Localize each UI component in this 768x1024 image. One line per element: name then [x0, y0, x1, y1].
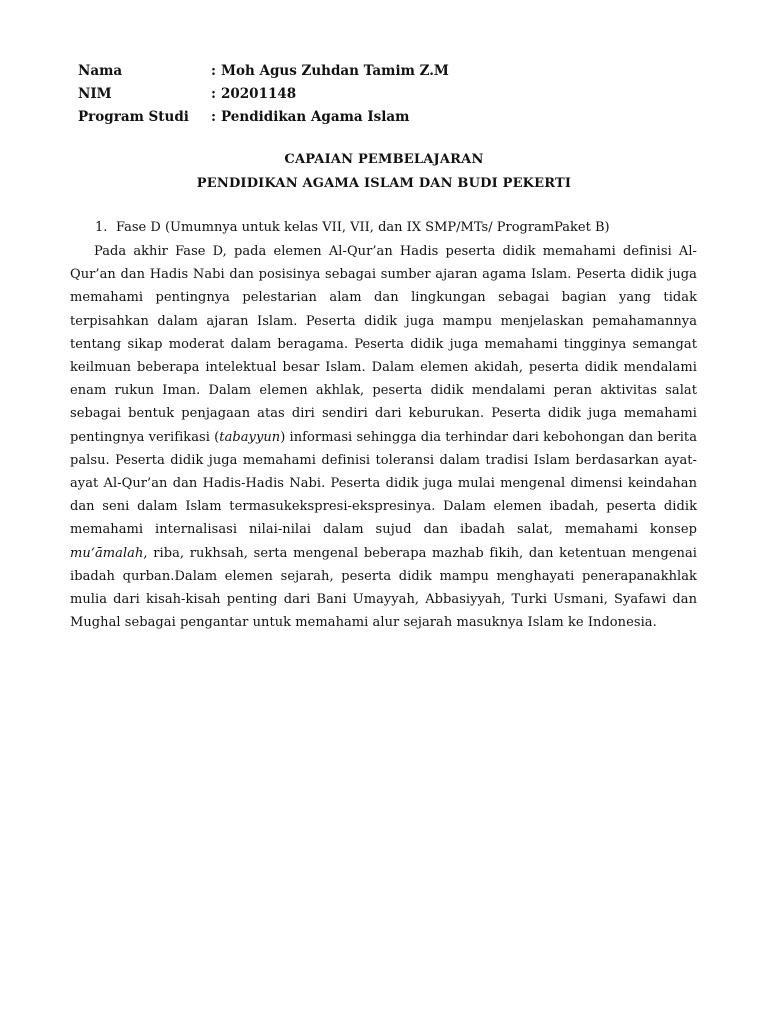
document-title: CAPAIAN PEMBELAJARAN [284, 152, 484, 167]
phase-number: 1. [95, 220, 108, 235]
identity-row-nim [78, 83, 449, 106]
phase-heading [95, 220, 610, 235]
identity-separator: : [211, 86, 216, 102]
body-text-part: Pada akhir Fase D, pada elemen Al-Qur’an Hadis peserta didik memahami definisi Al-Qur’an dan Hadis Nabi dan posisinya sebagai sumber ajaran agama Islam. Peserta didik juga memahami pentingnya pelestarian alam dan lingkungan sebagai bagian yang tidak terpisahkan dalam ajaran Islam. Peserta didik juga mampu menjelaskan pemahamannya tentang sikap moderat dalam beragama. Peserta didik juga memahami tingginya semangat keilmuan beberapa intelektual besar Islam. Dalam elemen akidah, peserta didik mendalami enam rukun Iman. Dalam elemen akhlak, peserta didik mendalami peran aktivitas salat sebagai bentuk penjagaan atas diri sendiri dari keburukan. Peserta didik juga memahami pentingnya verifikasi ( [70, 244, 697, 445]
body-paragraph [70, 240, 697, 634]
body-text-part: ) informasi sehingga dia terhindar dari kebohongan dan berita palsu. Peserta didik juga memahami definisi toleransi dalam tradisi Islam berdasarkan ayat-ayat Al-Qur’an dan Hadis-Hadis Nabi. Peserta didik juga mulai mengenal dimensi keindahan dan seni dalam Islam termasukekspresi-ekspresinya. Dalam elemen ibadah, peserta didik memahami internalisasi nilai-nilai dalam sujud dan ibadah salat, memahami konsep [70, 429, 697, 538]
identity-separator: : [211, 109, 216, 125]
identity-value: Moh Agus Zuhdan Tamim Z.M [221, 63, 449, 79]
identity-block [78, 60, 449, 129]
phase-title: Fase D (Umumnya untuk kelas VII, VII, dan IX SMP/MTs/ ProgramPaket B) [116, 220, 610, 235]
identity-value: Pendidikan Agama Islam [221, 109, 410, 125]
identity-label: Nama [78, 63, 123, 79]
identity-separator: : [211, 63, 216, 79]
identity-row-name [78, 60, 449, 83]
italic-term: mu‘āmalah [70, 545, 144, 561]
body-text-part: , riba, rukhsah, serta mengenal beberapa mazhab fikih, dan ketentuan mengenai ibadah qurban.Dalam elemen sejarah, peserta didik mampu menghayati penerapanakhlak mulia dari kisah-kisah penting dari Bani Umayyah, Abbasiyyah, Turki Usmani, Syafawi dan Mughal sebagai pengantar untuk memahami alur sejarah masuknya Islam ke Indonesia. [70, 545, 697, 631]
identity-label: Program Studi [78, 109, 189, 125]
italic-term: tabayyun [219, 429, 281, 445]
document-subtitle: PENDIDIKAN AGAMA ISLAM DAN BUDI PEKERTI [196, 176, 572, 191]
identity-row-program [78, 106, 449, 129]
identity-label: NIM [78, 86, 112, 102]
identity-value: 20201148 [221, 86, 297, 102]
